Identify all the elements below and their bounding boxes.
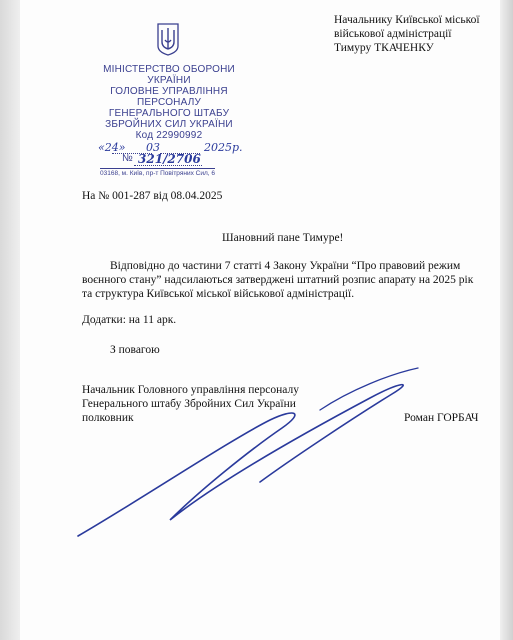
stamp-number-prefix: № bbox=[122, 153, 133, 164]
handwritten-signature bbox=[20, 350, 500, 540]
stamp-number-value: 321/2706 bbox=[138, 152, 201, 166]
letter-page bbox=[20, 0, 500, 640]
signatory-title-1: Начальник Головного управління персоналу bbox=[82, 384, 299, 396]
stamp-date-day: «24» bbox=[98, 141, 126, 154]
signatory-rank: полковник bbox=[82, 412, 134, 424]
stamp-date-year: 2025р. bbox=[204, 141, 243, 154]
stamp-line: УКРАЇНИ bbox=[147, 75, 191, 86]
recipient-line-1: Начальнику Київської міської bbox=[334, 14, 480, 26]
body-line-3: та структура Київської міської військової адміністрації. bbox=[82, 288, 355, 300]
page-shadow-left bbox=[0, 0, 20, 640]
trident-emblem-icon bbox=[156, 22, 180, 56]
stamp-line: ЗБРОЙНИХ СИЛ УКРАЇНИ bbox=[105, 119, 233, 130]
closing-line: З повагою bbox=[110, 344, 160, 356]
stamp-line: МІНІСТЕРСТВО ОБОРОНИ bbox=[103, 64, 235, 75]
stamp-line: ПЕРСОНАЛУ bbox=[136, 97, 202, 108]
stamp-date-month: 03 bbox=[146, 141, 160, 154]
stamp-address: 03168, м. Київ, пр-т Повітряних Сил, 6 bbox=[100, 170, 215, 177]
salutation: Шановний пане Тимуре! bbox=[222, 232, 344, 244]
attachments-line: Додатки: на 11 арк. bbox=[82, 314, 177, 326]
stamp-code: Код 22990992 bbox=[135, 130, 203, 141]
stamp-number-row bbox=[122, 153, 242, 167]
body-line-1: Відповідно до частини 7 статті 4 Закону України “Про правовий режим bbox=[110, 260, 461, 272]
page-shadow-right bbox=[500, 0, 513, 640]
sender-stamp bbox=[84, 64, 254, 141]
reference-line: На № 001-287 від 08.04.2025 bbox=[82, 190, 223, 202]
stamp-line: ГЕНЕРАЛЬНОГО ШТАБУ bbox=[108, 108, 230, 119]
recipient-line-3: Тимуру ТКАЧЕНКУ bbox=[334, 42, 434, 54]
signatory-title-2: Генерального штабу Збройних Сил України bbox=[82, 398, 296, 410]
body-line-2: воєнного стану” надсилаються затверджені штатний розпис апарату на 2025 рік bbox=[82, 274, 474, 286]
recipient-line-2: військової адміністрації bbox=[334, 28, 452, 40]
signatory-name: Роман ГОРБАЧ bbox=[404, 412, 479, 424]
stamp-line: ГОЛОВНЕ УПРАВЛІННЯ bbox=[110, 86, 228, 97]
